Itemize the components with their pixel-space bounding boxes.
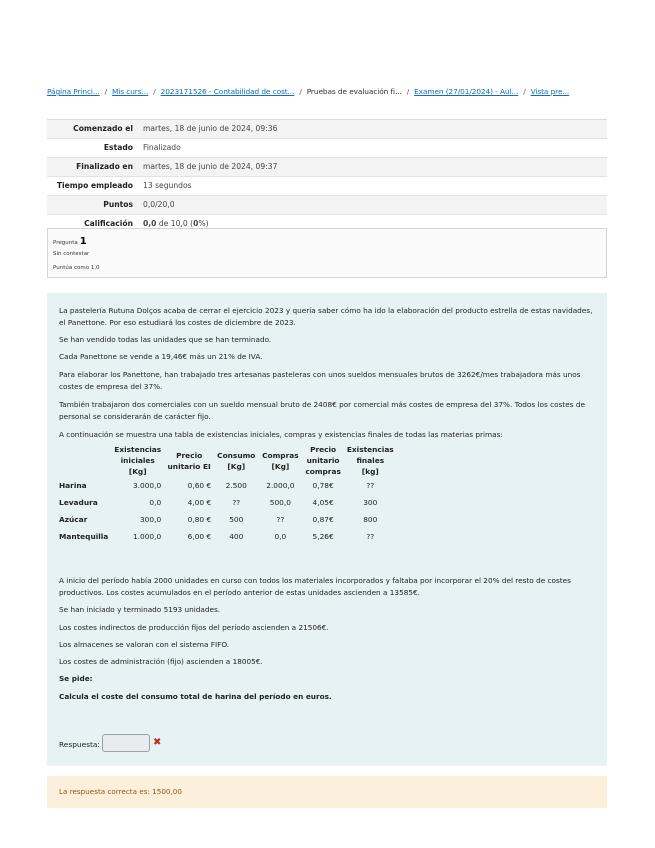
question-paragraph: Cada Panettone se vende a 19,46€ más un 21% de IVA. [59,352,263,361]
summary-value: martes, 18 de junio de 2024, 09:37 [143,162,278,171]
column-header: Consumo [Kg] [217,450,256,471]
breadcrumb [47,87,607,96]
table-cell: 0,0 [274,532,287,541]
column-header: Existencias iniciales [Kg] [114,445,162,476]
incorrect-icon: ✖ [153,737,162,748]
material-name: Azúcar [59,515,88,524]
summary-row-finished [47,158,607,177]
grade-out-of: de 10,0 ( [156,219,194,228]
table-cell: 500 [229,515,244,524]
summary-value: 13 segundos [143,181,192,190]
table-cell: 3.000,0 [132,481,162,490]
breadcrumb-home-link[interactable]: Página Princi... [47,87,100,96]
summary-row-started [47,120,607,139]
table-cell: 0,78€ [312,481,334,490]
summary-label: Comenzado el [73,124,133,133]
question-paragraph: A inicio del período había 2000 unidades en curso con todos los materiales incorporados y faltaba por incorporar el 20% del resto de costes productivos. Los costes acumulados en el período anterior de estas unidades ascienden a 13585€. [59,576,571,597]
question-paragraph: Para elaborar los Panettone, han trabajado tres artesanas pasteleras con unos sueldos mensuales brutos de 3262€/mes trabajadora más unos costes de empresa del 37%. [59,370,581,391]
table-cell: 0,80 € [187,515,212,524]
table-row [59,477,397,494]
question-paragraph: A continuación se muestra una tabla de existencias iniciales, compras y existencias finales de todas las materias primas: [59,430,503,439]
summary-row-time [47,177,607,196]
question-formulation [47,293,607,766]
table-cell: 800 [363,515,378,524]
summary-row-marks [47,196,607,215]
question-paragraph: También trabajaron dos comerciales con un sueldo mensual bruto de 2408€ por comercial más costes de empresa del 37%. Todos los costes de personal se considerarán de carácter fijo. [59,400,586,421]
question-paragraph: Se han vendido todas las unidades que se han terminado. [59,335,272,344]
question-state: Sin contestar [53,251,90,257]
table-cell: 4,05€ [312,498,334,507]
material-name: Levadura [59,498,98,507]
summary-value: 0,0/20,0 [143,200,175,209]
grade-percent: 0 [193,219,199,228]
table-cell: 500,0 [269,498,291,507]
table-cell: ?? [232,498,241,507]
breadcrumb-separator: / [523,87,526,96]
table-cell: 0,0 [149,498,162,507]
answer-label: Respuesta: [59,740,100,749]
correct-answer-text: La respuesta correcta es: 1500,00 [59,787,182,796]
column-header: Existencias finales [kg] [346,445,394,476]
summary-value: Finalizado [143,143,181,152]
table-cell: 2.500 [225,481,247,490]
summary-label: Puntos [103,200,133,209]
breadcrumb-separator: / [299,87,302,96]
table-cell: 2.000,0 [266,481,295,490]
question-label: Pregunta [53,240,78,246]
breadcrumb-preview-link[interactable]: Vista pre... [530,87,570,96]
table-cell: 400 [229,532,244,541]
breadcrumb-section: Pruebas de evaluación fi... [306,87,402,96]
breadcrumb-course-link[interactable]: 2023171526 - Contabilidad de cost... [160,87,295,96]
grade-value: 0,0 [143,219,157,228]
grade-percent-close: %) [198,219,209,228]
question-number [53,236,87,247]
table-cell: ?? [366,532,375,541]
column-header: Compras [Kg] [262,450,299,471]
column-header: Precio unitario compras [305,445,341,476]
answer-input[interactable] [102,734,150,752]
table-row [59,511,397,528]
table-cell: 1.000,0 [132,532,162,541]
question-prompt: Calcula el coste del consumo total de harina del período en euros. [59,692,332,701]
table-cell: ?? [366,481,375,490]
materials-table [59,444,397,545]
question-request-label: Se pide: [59,674,93,683]
question-paragraph: Los costes de administración (fijo) ascienden a 18005€. [59,657,263,666]
attempt-summary-table [47,119,607,233]
material-name: Mantequilla [59,532,109,541]
question-number-value: 1 [79,236,87,247]
materials-header-row [59,444,397,477]
table-cell: 300 [363,498,378,507]
table-cell: 300,0 [139,515,162,524]
breadcrumb-separator: / [153,87,156,96]
breadcrumb-separator: / [406,87,410,96]
table-cell: 4,00 € [187,498,212,507]
question-paragraph: Los almacenes se valoran con el sistema FIFO. [59,640,230,649]
material-name: Harina [59,481,87,490]
column-header: Precio unitario EI [167,450,211,471]
table-cell: 0,60 € [187,481,212,490]
summary-label: Estado [103,143,133,152]
table-cell: 6,00 € [187,532,212,541]
breadcrumb-separator: / [104,87,108,96]
table-cell: 0,87€ [312,515,334,524]
question-paragraph: La pastelería Rutuna Dolços acaba de cerrar el ejercicio 2023 y quería saber cómo ha ido la elaboración del producto estrella de estas navidades, el Panettone. Por eso estudiará los costes de diciembre de 2023. [59,306,593,327]
table-cell: ?? [276,515,285,524]
question-info-box [47,228,607,278]
question-paragraph: Se han iniciado y terminado 5193 unidades. [59,605,221,614]
table-cell: 5,26€ [312,532,334,541]
summary-label: Calificación [84,219,133,228]
correct-answer-feedback [47,776,607,808]
summary-label: Tiempo empleado [56,181,133,190]
summary-label: Finalizado en [76,162,133,171]
summary-row-state [47,139,607,158]
column-header [59,444,111,477]
breadcrumb-exam-link[interactable]: Examen (27/01/2024) - Aul... [414,87,519,96]
question-paragraph: Los costes indirectos de producción fijos del período ascienden a 21506€. [59,623,329,632]
breadcrumb-my-courses-link[interactable]: Mis curs... [112,87,149,96]
question-grade: Puntúa como 1,0 [53,265,100,271]
table-row [59,494,397,511]
table-row [59,528,397,545]
summary-value: martes, 18 de junio de 2024, 09:36 [143,124,278,133]
